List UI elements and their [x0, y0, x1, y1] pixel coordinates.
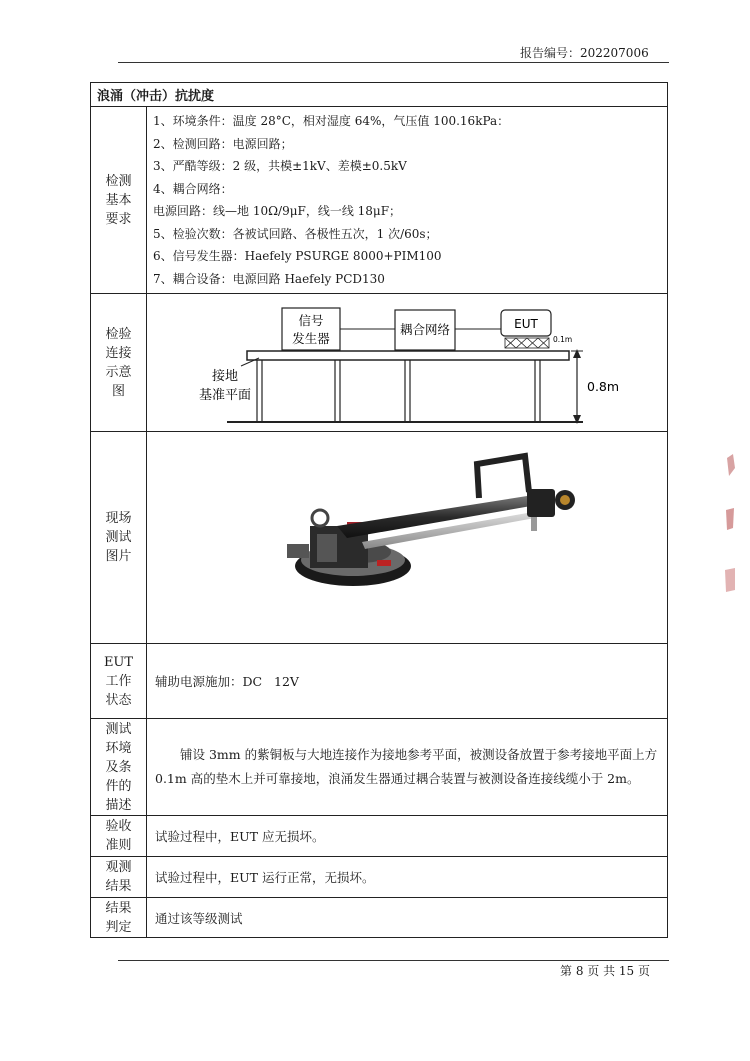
environment-description: 铺设 3mm 的紫铜板与大地连接作为接地参考平面，被测设备放置于参考接地平面上方 0.1m 高的垫木上并可靠接地，浪涌发生器通过耦合装置与被测设备连接线缆小于 2m。: [147, 719, 668, 816]
conclusion-label: 结果 判定: [91, 898, 147, 938]
handwheel: [312, 510, 328, 526]
connection-diagram-cell: [147, 294, 668, 432]
seal-stamp-edge: [723, 450, 737, 610]
ground-label: 基准平面: [198, 387, 252, 403]
requirement-line: 2、检测回路：电源回路；: [153, 136, 293, 151]
eut-label: EUT: [514, 316, 538, 331]
eut-state-value: 辅助电源施加：DC 12V: [147, 644, 668, 719]
support-blocks: [505, 338, 549, 348]
generator-label: 信号: [298, 312, 324, 328]
photo-cell: [147, 432, 668, 644]
device-head: [527, 489, 555, 517]
carry-handle: [477, 456, 529, 498]
connection-diagram: [147, 298, 667, 430]
conclusion-result: 通过该等级测试: [147, 898, 668, 938]
eut-state-label: EUT 工作 状态: [91, 644, 147, 719]
requirement-line: 4、耦合网络：: [153, 181, 233, 196]
requirement-line: 3、严酷等级：2 级，共模±1kV、差模±0.5kV: [153, 159, 407, 173]
acceptance-criteria: 试验过程中，EUT 应无损坏。: [147, 816, 668, 857]
table-top: [247, 351, 569, 360]
diagram-label: 检验 连接 示意 图: [91, 294, 147, 432]
requirement-line: 6、信号发生器：Haefely PSURGE 8000+PIM100: [153, 249, 442, 263]
ground-label: 接地: [211, 368, 239, 384]
footer-rule: [118, 960, 669, 961]
environment-label: 测试 环境 及条 件的 描述: [91, 719, 147, 816]
requirements-label: 检测 基本 要求: [91, 107, 147, 294]
table-legs: [257, 360, 540, 422]
report-number: 报告编号：202207006: [520, 46, 649, 60]
test-record-table: [90, 82, 668, 938]
photo-label: 现场 测试 图片: [91, 432, 147, 644]
section-title: 浪涌（冲击）抗扰度: [91, 83, 668, 107]
requirements-list: [147, 107, 668, 294]
generator-label: 发生器: [292, 330, 330, 346]
observation-result: 试验过程中，EUT 运行正常，无损坏。: [147, 857, 668, 898]
header-rule: [118, 62, 669, 63]
requirement-line: 7、耦合设备：电源回路 Haefely PCD130: [153, 271, 385, 286]
height-label: 0.8m: [587, 378, 620, 394]
site-test-photo: [147, 434, 667, 644]
requirement-line: 1、环境条件：温度 28°C，相对湿度 64%，气压值 100.16kPa：: [153, 114, 510, 128]
acceptance-label: 验收 准则: [91, 816, 147, 857]
page-number: 第 8 页 共 15 页: [560, 964, 650, 978]
observation-label: 观测 结果: [91, 857, 147, 898]
coupler-label: 耦合网络: [399, 321, 451, 337]
gap-label: 0.1m: [553, 334, 573, 344]
requirement-line: 电源回路：线—地 10Ω/9μF，线一线 18μF；: [153, 204, 402, 218]
requirement-line: 5、检验次数：各被试回路、各极性五次，1 次/60s；: [153, 226, 438, 241]
